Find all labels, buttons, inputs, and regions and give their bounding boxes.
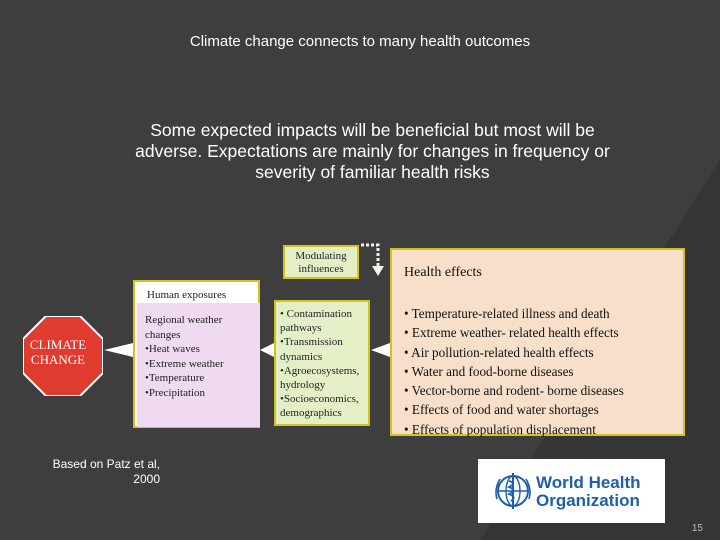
slide-title: Climate change connects to many health outcomes — [189, 33, 531, 50]
list-item: • Water and food-borne diseases — [404, 363, 574, 379]
list-item: Regional weather changes — [145, 314, 223, 341]
health-effects-title: Health effects — [404, 265, 482, 280]
list-item: •Transmission dynamics — [280, 336, 343, 363]
transmission-factors-list — [280, 307, 368, 421]
list-item: •Temperature — [145, 372, 205, 384]
list-item: • Temperature-related illness and death — [404, 306, 610, 321]
list-item: • Effects of food and water shortages — [404, 402, 599, 418]
human-exposures-label: Human exposures — [147, 289, 227, 301]
list-item: •Heat waves — [145, 343, 200, 355]
transmission-factors-box — [274, 300, 370, 426]
who-logo-text — [536, 474, 641, 510]
list-item: • Air pollution-related health effects — [404, 344, 594, 360]
modulating-influences-box: Modulating influences — [283, 245, 359, 279]
slide-subtitle: Some expected impacts will be beneficial but most will be adverse. Expectations are mainly for changes in frequency or severity of familiar health risks — [135, 120, 610, 182]
list-item: • Effects of population displacement — [404, 421, 596, 437]
who-logo-panel — [478, 459, 665, 523]
list-item: •Precipitation — [145, 386, 206, 399]
page-number: 15 — [691, 523, 703, 534]
list-item: • Extreme weather- related health effects — [404, 325, 619, 341]
source-credit-line1: Based on Patz et al, — [52, 457, 160, 471]
who-logo-line1: World Health — [536, 473, 641, 492]
regional-weather-list — [145, 313, 260, 400]
list-item: •Agroecosystems, hydrology — [280, 364, 360, 392]
regional-weather-box — [137, 303, 260, 427]
list-item: • Contamination pathways — [280, 308, 352, 335]
source-credit — [52, 457, 160, 486]
list-item: • Vector-borne and rodent- borne diseases — [404, 383, 624, 399]
climate-change-label: CLIMATE CHANGE — [29, 337, 87, 367]
health-effects-list — [404, 304, 624, 439]
health-effects-box — [390, 248, 685, 436]
who-emblem-icon — [492, 469, 534, 513]
source-credit-line2: 2000 — [133, 471, 160, 486]
list-item: •Extreme weather — [145, 357, 224, 370]
list-item: •Socioeconomics, demographics — [280, 393, 359, 420]
who-logo-line2: Organization — [536, 491, 640, 510]
